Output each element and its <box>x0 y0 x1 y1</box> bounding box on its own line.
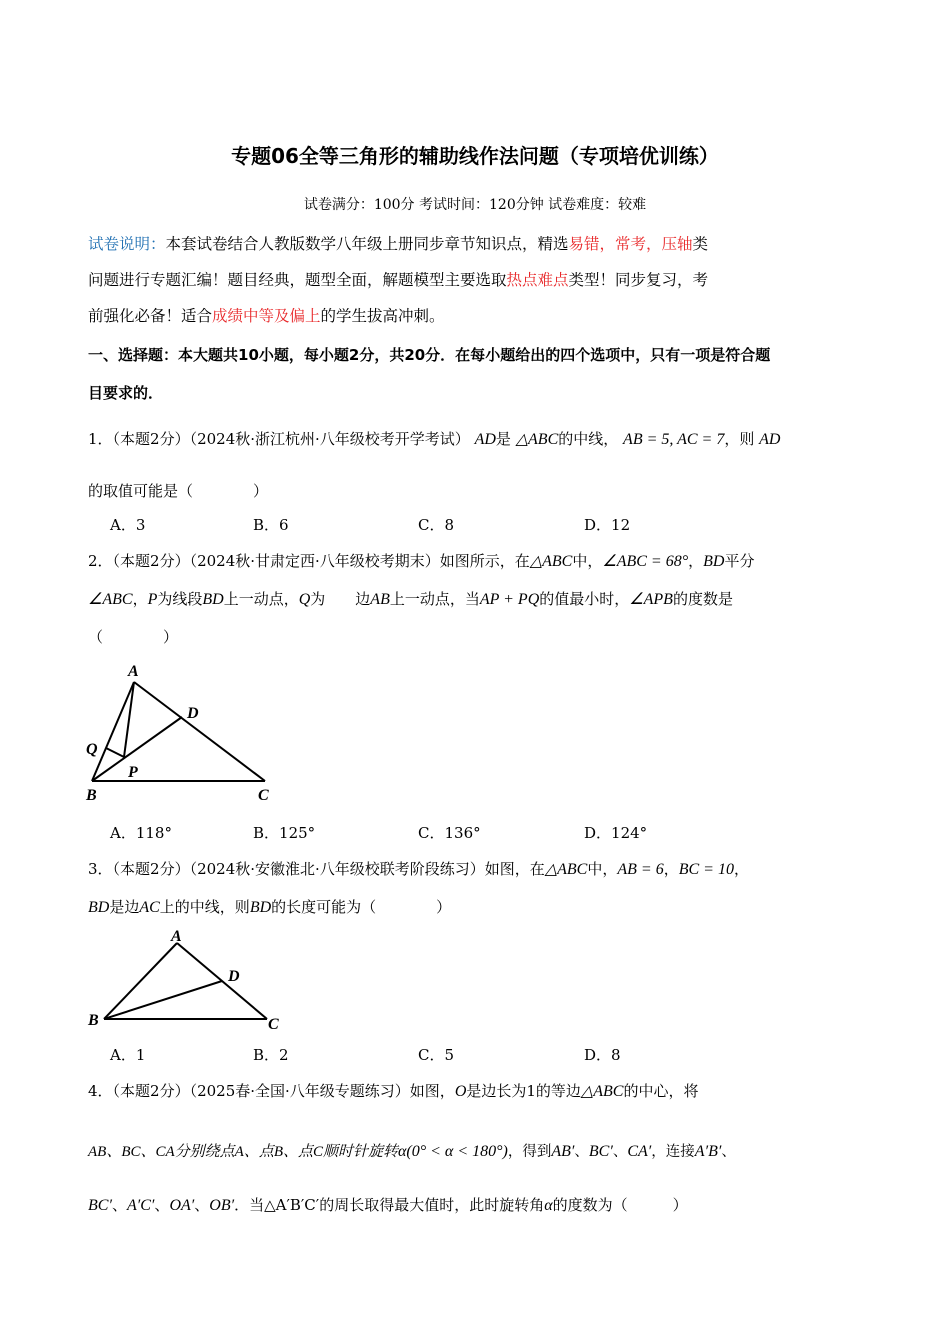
label-a: A <box>171 928 182 945</box>
q3-option-b[interactable]: B．2 <box>253 1046 289 1064</box>
highlight-text: 成绩中等及偏上 <box>212 307 321 325</box>
question-3-line-1: 3．（本题2分）（2024秋·安徽淮北·八年级校联考阶段练习）如图，在△ABC中，AB = 6，BC = 10， <box>88 860 749 878</box>
segment-pq <box>106 748 124 757</box>
q3-option-c[interactable]: C．5 <box>418 1046 455 1064</box>
section-heading-line-2: 目要求的． <box>88 384 164 402</box>
q1-option-a[interactable]: A．3 <box>110 516 146 534</box>
label-a: A <box>128 663 139 680</box>
page-title: 专题06全等三角形的辅助线作法问题（专项培优训练） <box>231 144 719 168</box>
question-2-line-1: 2．（本题2分）（2024秋·甘肃定西·八年级校考期末）如图所示，在△ABC中，∠ABC = 68°，BD平分 <box>88 552 755 570</box>
q2-option-d[interactable]: D．124° <box>584 824 648 842</box>
intro-label: 试卷说明： <box>88 235 166 253</box>
question-4-line-1: 4．（本题2分）（2025春·全国·八年级专题练习）如图，O是边长为1的等边△ABC的中心，将 <box>88 1082 699 1100</box>
question-4-line-2: AB、BC、CA分别绕点A、点B、点C顺时针旋转α(0° < α < 180°)，得到AB′、BC′、CA′，连接A′B′、 <box>88 1143 736 1160</box>
segment-ac <box>134 682 265 781</box>
question-4-line-3: BC′、A′C′、OA′、OB′．当△A′B′C′的周长取得最大值时，此时旋转角α的度数为（ ） <box>88 1196 688 1214</box>
question-2-line-2: ∠ABC，P为线段BD上一动点，Q为 边AB上一动点，当AP + PQ的值最小时，∠APB的度数是 <box>88 590 733 608</box>
q1-option-c[interactable]: C．8 <box>418 516 455 534</box>
q2-option-b[interactable]: B．125° <box>253 824 316 842</box>
q2-option-c[interactable]: C．136° <box>418 824 481 842</box>
q1-option-d[interactable]: D．12 <box>584 516 631 534</box>
label-d: D <box>187 705 199 722</box>
label-p: P <box>128 764 138 781</box>
exam-meta: 试卷满分：100分 考试时间：120分钟 试卷难度：较难 <box>303 197 647 213</box>
question-1-line-2: 的取值可能是（ ） <box>88 482 269 500</box>
question-3-line-2: BD是边AC上的中线，则BD的长度可能为（ ） <box>88 898 452 916</box>
highlight-text: 热点难点 <box>506 271 569 289</box>
q1-option-b[interactable]: B．6 <box>253 516 289 534</box>
label-c: C <box>258 787 269 804</box>
question-2-line-3: （ ） <box>88 628 179 646</box>
highlight-text: 易错，常考，压轴 <box>568 235 693 253</box>
section-heading-line-1: 一、选择题：本大题共10小题，每小题2分，共20分．在每小题给出的四个选项中，只有一项是符合题 <box>88 346 771 364</box>
q3-option-a[interactable]: A．1 <box>110 1046 146 1064</box>
label-q: Q <box>86 741 98 758</box>
label-c: C <box>268 1016 279 1033</box>
question-1-line-1: 1．（本题2分）（2024秋·浙江杭州·八年级校考开学考试） AD是 △ABC的中线， AB = 5, AC = 7，则 AD <box>88 430 781 448</box>
q3-option-d[interactable]: D．8 <box>584 1046 621 1064</box>
q2-option-a[interactable]: A．118° <box>110 824 172 842</box>
intro-line-2: 问题进行专题汇编！题目经典，题型全面，解题模型主要选取热点难点类型！同步复习，考 <box>88 271 709 289</box>
label-d: D <box>228 968 240 985</box>
intro-line-3: 前强化必备！适合成绩中等及偏上的学生拔高冲刺。 <box>88 307 445 325</box>
intro-line-1: 试卷说明：本套试卷结合人教版数学八年级上册同步章节知识点，精选易错，常考，压轴类 <box>88 235 709 253</box>
q2-triangle-figure <box>82 660 282 805</box>
label-b: B <box>86 787 97 804</box>
q3-triangle-figure <box>82 925 292 1035</box>
label-b: B <box>88 1012 99 1029</box>
